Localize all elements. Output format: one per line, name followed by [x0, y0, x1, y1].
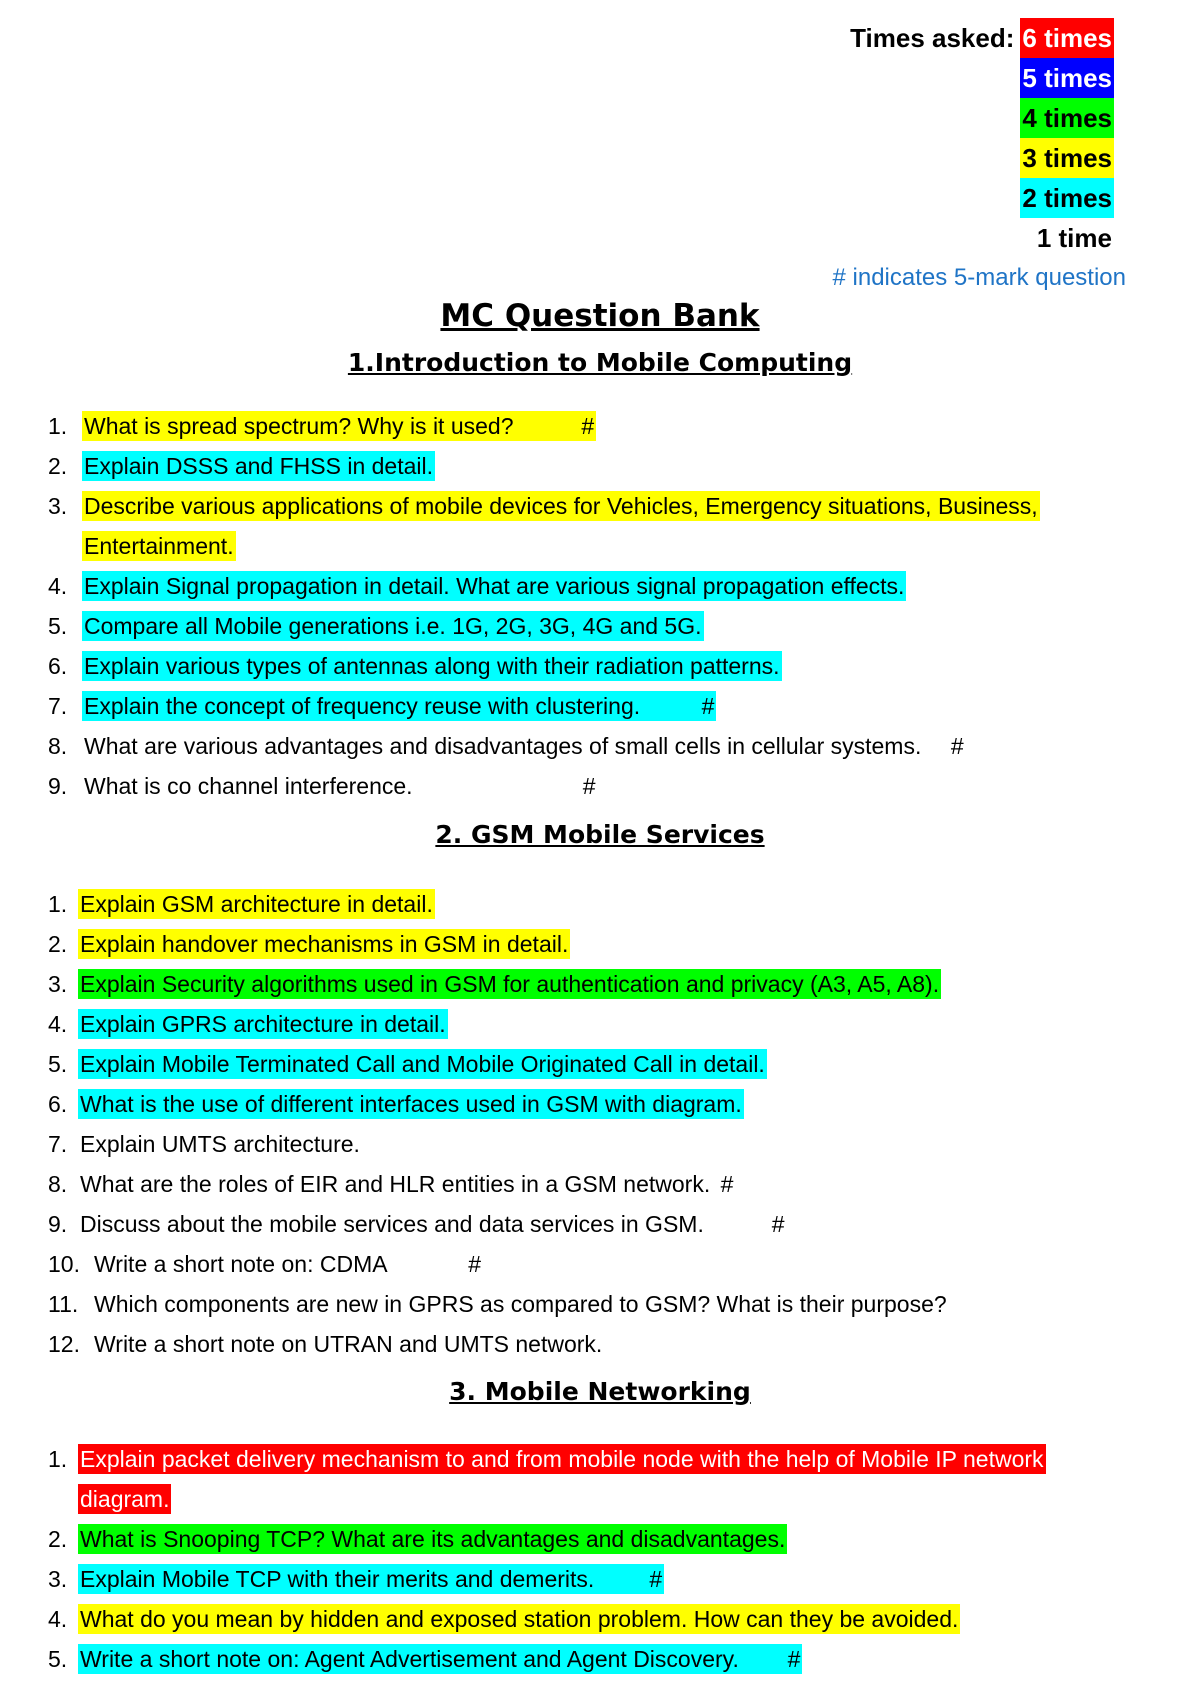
legend-note: # indicates 5-mark question: [832, 264, 1126, 291]
question-text: Explain Mobile TCP with their merits and demerits.: [80, 1566, 595, 1592]
question-text-wrap: [78, 1164, 1148, 1204]
legend-row-6: [833, 18, 1114, 58]
question-item: [48, 1124, 1148, 1164]
question-item: [48, 964, 1148, 1004]
question-number: 8.: [48, 733, 68, 759]
legend-label: Times asked:: [850, 23, 1015, 53]
section-heading-2: 2. GSM Mobile Services: [435, 820, 765, 849]
question-number: 3.: [48, 971, 68, 997]
question-text: Write a short note on: CDMA: [94, 1251, 388, 1277]
question-text-wrap: [82, 726, 1108, 766]
question-text-wrap: [82, 566, 1108, 606]
question-number: 9.: [48, 773, 68, 799]
question-item: [48, 766, 1108, 806]
question-number: 4.: [48, 1011, 68, 1037]
question-number: 2.: [48, 931, 68, 957]
question-number: 1.: [48, 891, 68, 917]
question-item: [48, 1599, 1128, 1639]
question-text-wrap: [78, 1004, 1148, 1044]
page-title: MC Question Bank: [440, 298, 760, 334]
question-text-wrap: [92, 1244, 1148, 1284]
section-heading-3: 3. Mobile Networking: [449, 1377, 751, 1406]
question-item: [48, 1244, 1148, 1284]
question-text: What is co channel interference.: [84, 773, 413, 799]
question-text: Explain Signal propagation in detail. What are various signal propagation effects.: [84, 573, 905, 599]
question-text-wrap: [82, 446, 1108, 486]
question-text-wrap: [78, 1044, 1148, 1084]
question-text: Explain GSM architecture in detail.: [80, 891, 433, 917]
question-number: 5.: [48, 1646, 68, 1672]
question-number: 11.: [48, 1291, 79, 1317]
question-text-wrap: [78, 964, 1148, 1004]
question-text-wrap: [78, 1599, 1128, 1639]
question-list-3: [48, 1439, 1128, 1679]
question-text: What is Snooping TCP? What are its advantages and disadvantages.: [80, 1526, 786, 1552]
question-item: [48, 1204, 1148, 1244]
question-text-wrap: [92, 1284, 1148, 1324]
legend-2-times: 2 times: [1020, 178, 1114, 218]
question-number: 2.: [48, 453, 68, 479]
question-item: [48, 1004, 1148, 1044]
question-text-wrap: [78, 1124, 1148, 1164]
question-item: [48, 646, 1108, 686]
five-mark-indicator: #: [598, 1566, 663, 1592]
question-item: [48, 1324, 1148, 1364]
question-text-wrap: [78, 1639, 1128, 1679]
question-text: Explain UMTS architecture.: [80, 1131, 360, 1157]
question-number: 3.: [48, 1566, 68, 1592]
legend-6-times: 6 times: [1020, 18, 1114, 58]
question-item: [48, 726, 1108, 766]
section-heading-1: 1.Introduction to Mobile Computing: [347, 348, 853, 377]
question-text: What are various advantages and disadvantages of small cells in cellular systems.: [84, 733, 922, 759]
legend-row-4: [833, 98, 1114, 138]
question-number: 7.: [48, 693, 68, 719]
legend-row-2: [833, 178, 1114, 218]
question-text: Explain packet delivery mechanism to and from mobile node with the help of Mobile IP network diagram.: [80, 1446, 1044, 1512]
legend-note-row: [832, 258, 1126, 298]
question-text: Explain Security algorithms used in GSM for authentication and privacy (A3, A5, A8).: [80, 971, 940, 997]
question-item: [48, 1439, 1128, 1519]
legend-row-1: [833, 218, 1114, 258]
question-text-wrap: [82, 766, 1108, 806]
question-number: 1.: [48, 413, 68, 439]
legend-1-time: 1 time: [1036, 223, 1112, 253]
question-item: [48, 1284, 1148, 1324]
legend: [832, 18, 1126, 298]
question-text-wrap: [78, 1439, 1128, 1519]
question-number: 8.: [48, 1171, 68, 1197]
legend-3-times: 3 times: [1020, 138, 1114, 178]
question-text-wrap: [82, 406, 1108, 446]
question-item: [48, 1639, 1128, 1679]
five-mark-indicator: #: [416, 773, 596, 799]
question-number: 10.: [48, 1251, 80, 1277]
five-mark-indicator: #: [714, 1171, 734, 1197]
question-item: [48, 884, 1148, 924]
legend-row-3: [833, 138, 1114, 178]
question-text: Which components are new in GPRS as compared to GSM? What is their purpose?: [94, 1291, 947, 1317]
question-number: 6.: [48, 653, 68, 679]
legend-5-times: 5 times: [1020, 58, 1114, 98]
question-text: What is spread spectrum? Why is it used?: [84, 413, 514, 439]
five-mark-indicator: #: [391, 1251, 482, 1277]
question-text-wrap: [78, 884, 1148, 924]
question-item: [48, 486, 1108, 566]
question-number: 7.: [48, 1131, 68, 1157]
question-text-wrap: [78, 1204, 1148, 1244]
question-text: Discuss about the mobile services and data services in GSM.: [80, 1211, 704, 1237]
question-number: 5.: [48, 613, 68, 639]
question-number: 2.: [48, 1526, 68, 1552]
question-text: What are the roles of EIR and HLR entities in a GSM network.: [80, 1171, 711, 1197]
question-text-wrap: [78, 1559, 1128, 1599]
question-text: Describe various applications of mobile devices for Vehicles, Emergency situations, Business, Entertainment.: [84, 493, 1038, 559]
question-text-wrap: [78, 1084, 1148, 1124]
question-item: [48, 566, 1108, 606]
question-text: Write a short note on: Agent Advertisement and Agent Discovery.: [80, 1646, 739, 1672]
question-text: Explain the concept of frequency reuse with clustering.: [84, 693, 641, 719]
question-text: What is the use of different interfaces used in GSM with diagram.: [80, 1091, 742, 1117]
five-mark-indicator: #: [517, 413, 595, 439]
question-number: 12.: [48, 1331, 80, 1357]
question-number: 3.: [48, 493, 68, 519]
question-text-wrap: [92, 1324, 1148, 1364]
question-text: Explain Mobile Terminated Call and Mobile Originated Call in detail.: [80, 1051, 765, 1077]
question-text-wrap: [78, 924, 1148, 964]
question-number: 6.: [48, 1091, 68, 1117]
question-item: [48, 1559, 1128, 1599]
question-text: Explain various types of antennas along with their radiation patterns.: [84, 653, 780, 679]
question-item: [48, 924, 1148, 964]
question-item: [48, 1519, 1128, 1559]
question-text: Write a short note on UTRAN and UMTS network.: [94, 1331, 603, 1357]
question-item: [48, 406, 1108, 446]
question-number: 5.: [48, 1051, 68, 1077]
question-list-2: [48, 884, 1148, 1364]
question-text-wrap: [82, 686, 1108, 726]
question-item: [48, 686, 1108, 726]
question-text-wrap: [82, 606, 1108, 646]
question-item: [48, 1164, 1148, 1204]
five-mark-indicator: #: [707, 1211, 785, 1237]
question-list-1: [48, 406, 1108, 806]
question-item: [48, 606, 1108, 646]
question-text: Explain handover mechanisms in GSM in detail.: [80, 931, 569, 957]
question-text: What do you mean by hidden and exposed station problem. How can they be avoided.: [80, 1606, 959, 1632]
five-mark-indicator: #: [644, 693, 715, 719]
question-text-wrap: [78, 1519, 1128, 1559]
question-item: [48, 1044, 1148, 1084]
question-text: Explain GPRS architecture in detail.: [80, 1011, 446, 1037]
question-item: [48, 1084, 1148, 1124]
five-mark-indicator: #: [742, 1646, 801, 1672]
question-text-wrap: [82, 486, 1108, 566]
question-text-wrap: [82, 646, 1108, 686]
legend-row-5: [833, 58, 1114, 98]
legend-4-times: 4 times: [1020, 98, 1114, 138]
question-number: 4.: [48, 573, 68, 599]
question-text: Compare all Mobile generations i.e. 1G, 2G, 3G, 4G and 5G.: [84, 613, 702, 639]
question-number: 9.: [48, 1211, 68, 1237]
question-number: 1.: [48, 1446, 68, 1472]
question-number: 4.: [48, 1606, 68, 1632]
five-mark-indicator: #: [925, 733, 964, 759]
question-item: [48, 446, 1108, 486]
question-text: Explain DSSS and FHSS in detail.: [84, 453, 434, 479]
